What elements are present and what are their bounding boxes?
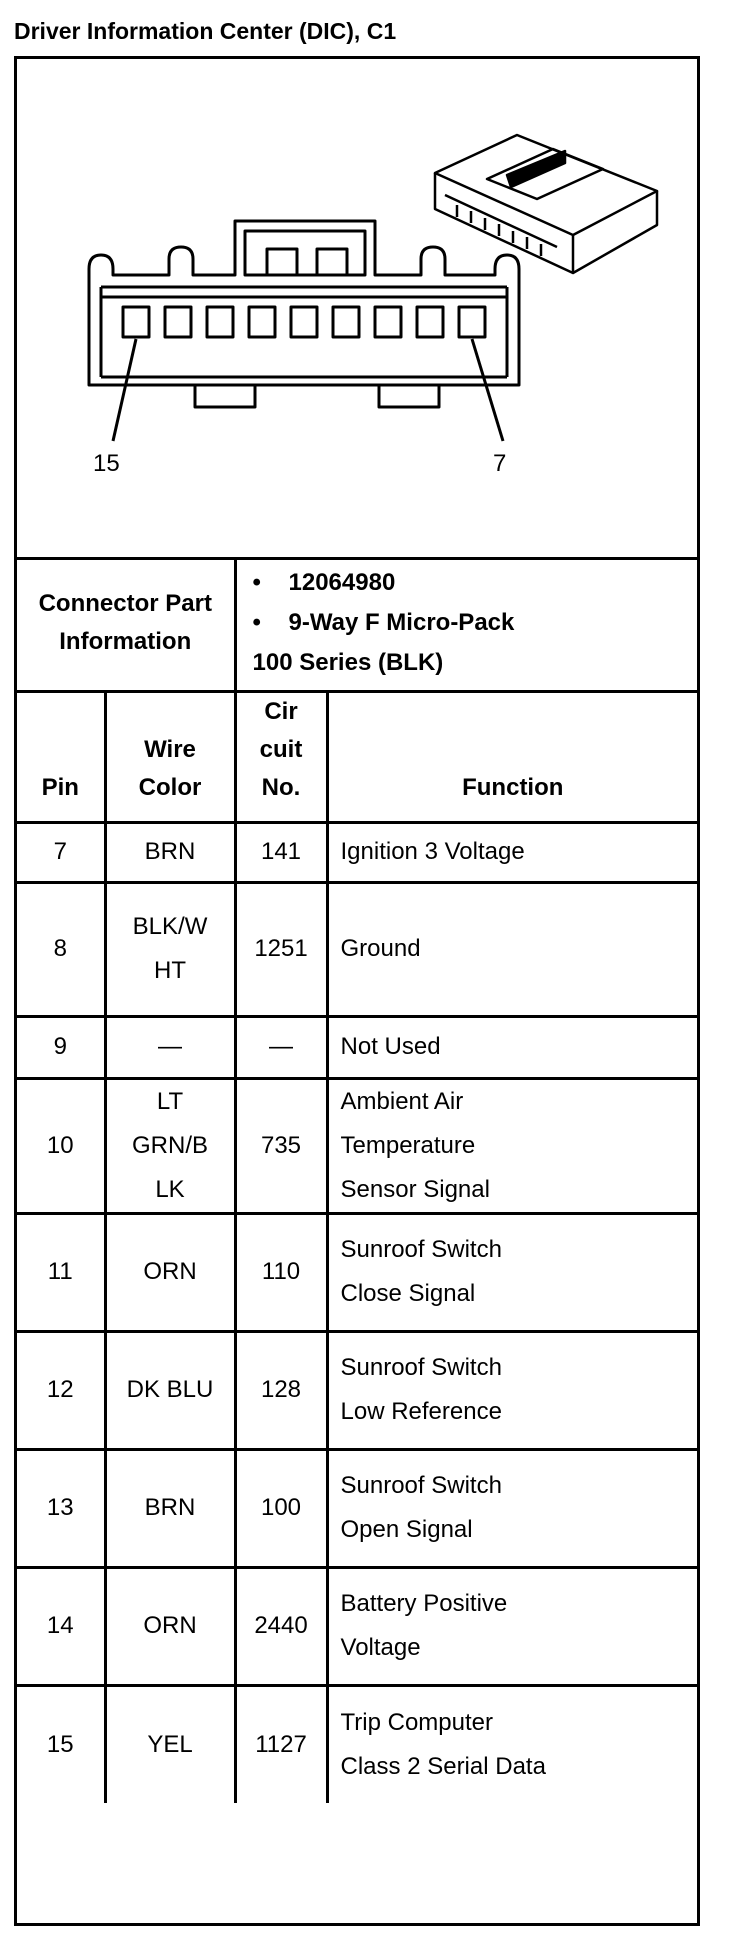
function-cell: Sunroof Switch Close Signal [327, 1213, 697, 1331]
table-row [17, 1078, 697, 1213]
pin-cell: 7 [17, 822, 105, 882]
circuit-cell: 128 [235, 1331, 327, 1449]
circuit-header: Cir cuit No. [235, 691, 327, 822]
pin-cell: 11 [17, 1213, 105, 1331]
pin-cell: 8 [17, 882, 105, 1016]
cavity [417, 307, 443, 337]
connector-diagram [17, 59, 697, 560]
cavity [333, 307, 359, 337]
table-row [17, 1331, 697, 1449]
wire-color-header: Wire Color [105, 691, 235, 822]
callout-left: 15 [93, 450, 120, 477]
connector-table [14, 56, 700, 1926]
table-row [17, 822, 697, 882]
cavity [249, 307, 275, 337]
connector-series: 100 Series (BLK) [252, 649, 444, 677]
pin-cell: 14 [17, 1567, 105, 1685]
key-left [195, 385, 255, 407]
pin-cell: 9 [17, 1016, 105, 1078]
cavity [459, 307, 485, 337]
callout-right: 7 [493, 450, 507, 477]
cavity [291, 307, 317, 337]
pin-cell: 12 [17, 1331, 105, 1449]
circuit-cell: 1127 [235, 1685, 327, 1803]
table-row [17, 1213, 697, 1331]
wire-color-cell: BLK/W HT [105, 882, 235, 1016]
function-header: Function [327, 691, 697, 822]
circuit-cell: 735 [235, 1078, 327, 1213]
pin-cell: 10 [17, 1078, 105, 1213]
table-row [17, 1016, 697, 1078]
table-row [17, 1567, 697, 1685]
wire-color-cell: DK BLU [105, 1331, 235, 1449]
circuit-cell: 141 [235, 822, 327, 882]
circuit-cell: — [235, 1016, 327, 1078]
function-cell: Not Used [327, 1016, 697, 1078]
connector-drawing [17, 59, 697, 557]
part-number: • 12064980 [252, 569, 396, 597]
wire-color-cell: ORN [105, 1567, 235, 1685]
wire-color-cell: BRN [105, 822, 235, 882]
function-cell: Ignition 3 Voltage [327, 822, 697, 882]
table-row [17, 1449, 697, 1567]
wire-color-cell: YEL [105, 1685, 235, 1803]
pinout-table [17, 557, 697, 1803]
cavity [207, 307, 233, 337]
function-cell: Ambient Air Temperature Sensor Signal [327, 1078, 697, 1213]
pin-cell: 15 [17, 1685, 105, 1803]
wire-color-cell: LT GRN/B LK [105, 1078, 235, 1213]
cavity [165, 307, 191, 337]
circuit-cell: 110 [235, 1213, 327, 1331]
pin-header: Pin [17, 691, 105, 822]
connector-info-row [17, 557, 697, 691]
function-cell: Ground [327, 882, 697, 1016]
wire-color-cell: BRN [105, 1449, 235, 1567]
connector-type: • 9-Way F Micro-Pack [252, 609, 515, 637]
cavity [123, 307, 149, 337]
page-title: Driver Information Center (DIC), C1 [14, 18, 397, 44]
connector-iso-view [435, 135, 657, 273]
connector-body-outline [89, 221, 519, 385]
function-cell: Trip Computer Class 2 Serial Data [327, 1685, 697, 1803]
circuit-cell: 100 [235, 1449, 327, 1567]
circuit-cell: 1251 [235, 882, 327, 1016]
wire-color-cell: ORN [105, 1213, 235, 1331]
function-cell: Sunroof Switch Low Reference [327, 1331, 697, 1449]
header-row [17, 691, 697, 822]
function-cell: Sunroof Switch Open Signal [327, 1449, 697, 1567]
table-row [17, 1685, 697, 1803]
function-cell: Battery Positive Voltage [327, 1567, 697, 1685]
connector-part-info [235, 557, 697, 691]
connector-part-label: Connector Part Information [17, 557, 235, 691]
cavity [375, 307, 401, 337]
pin-cell: 13 [17, 1449, 105, 1567]
key-right [379, 385, 439, 407]
wire-color-cell: — [105, 1016, 235, 1078]
circuit-cell: 2440 [235, 1567, 327, 1685]
table-row [17, 882, 697, 1016]
